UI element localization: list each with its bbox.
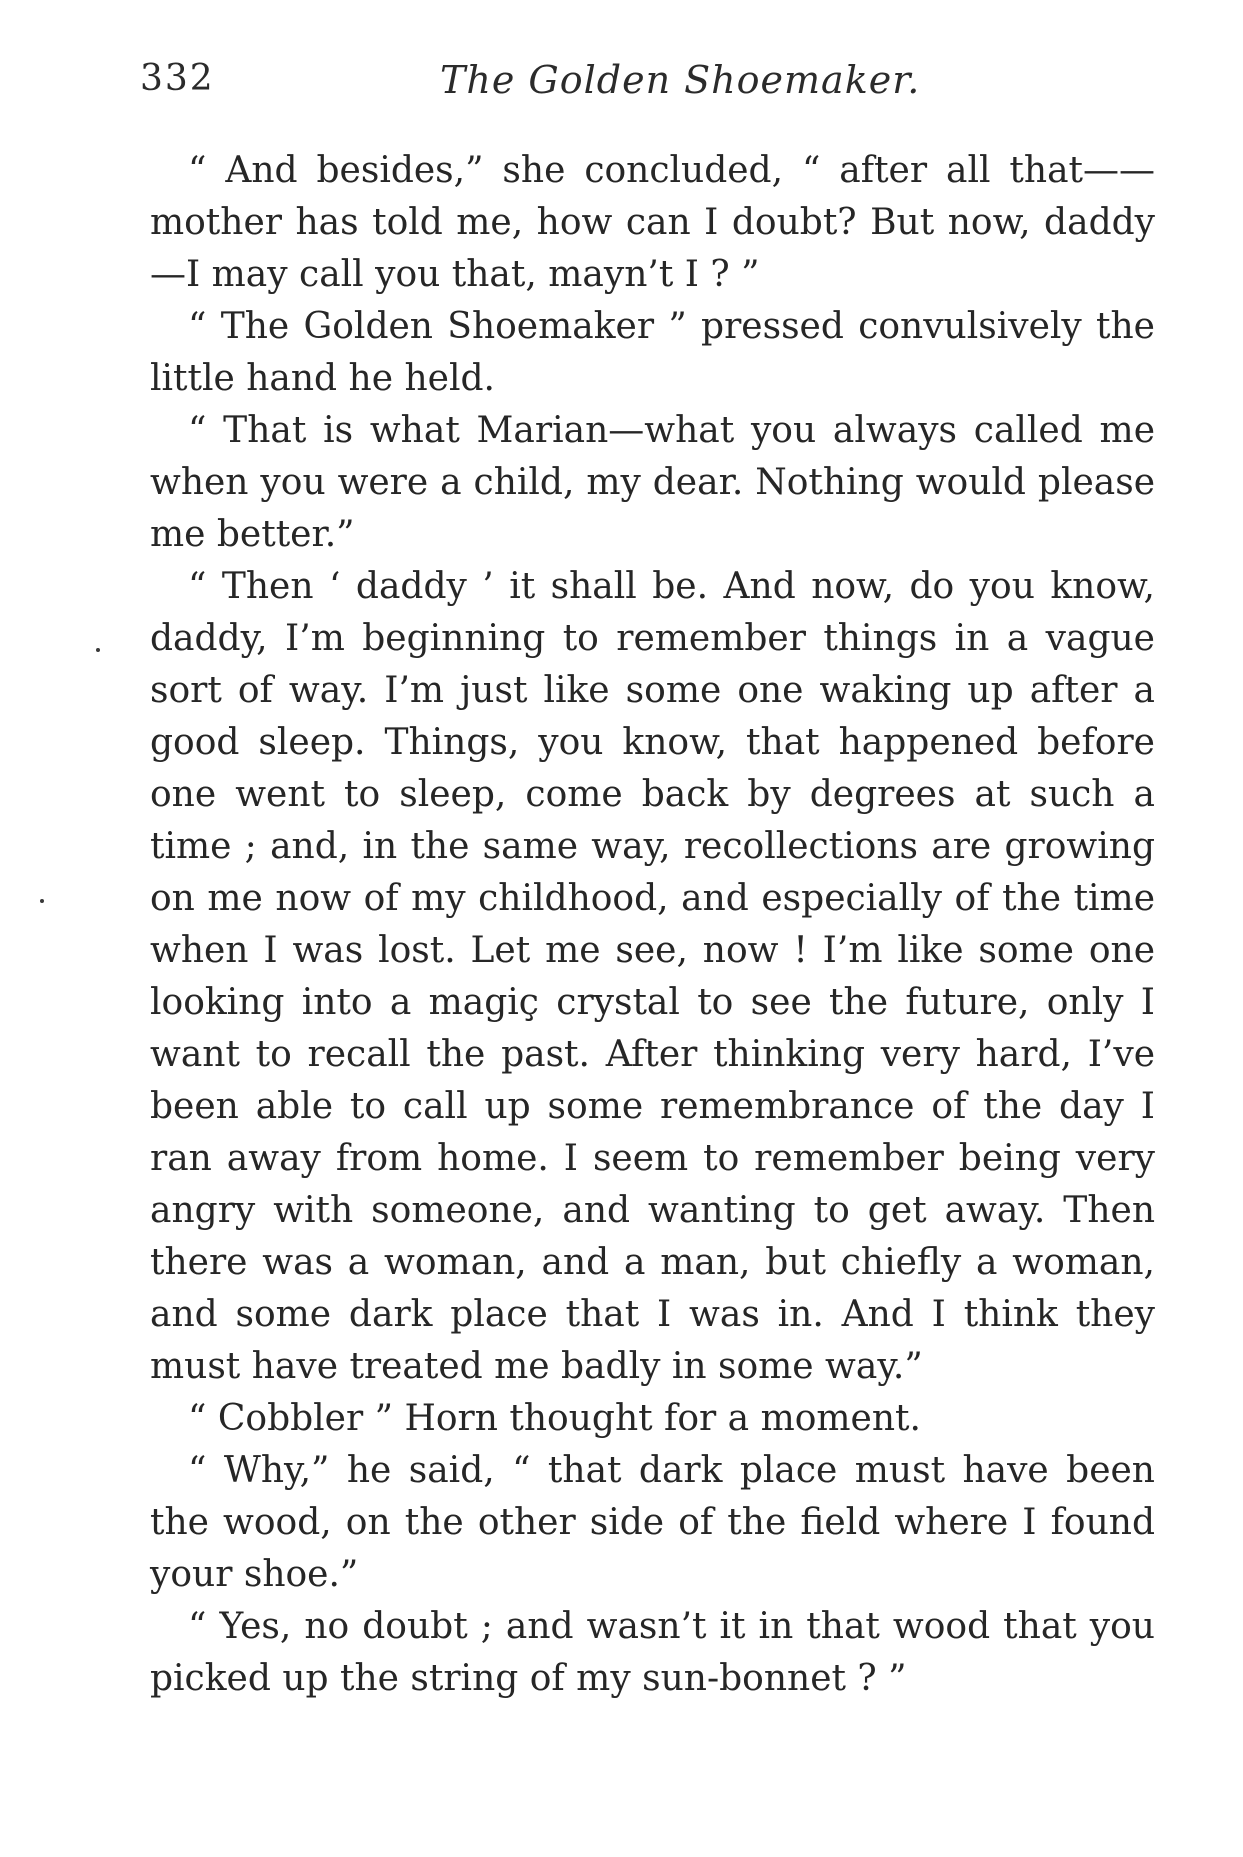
paragraph-6: “ Why,” he said, “ that dark place must have been the wood, on the other side of the field where I found your shoe.” xyxy=(150,1450,1155,1595)
body-text xyxy=(150,145,1155,1705)
paragraph-3: “ That is what Marian—what you always called me when you were a child, my dear. Nothing would please me better.” xyxy=(150,410,1155,555)
paragraph-1: “ And besides,” she concluded, “ after all that—— mother has told me, how can I doubt? But now, daddy—I may call you that, mayn’t I ? ” xyxy=(150,150,1155,295)
paragraph-7: “ Yes, no doubt ; and wasn’t it in that wood that you picked up the string of my sun-bonnet ? ” xyxy=(150,1606,1155,1699)
paragraph-5: “ Cobbler ” Horn thought for a moment. xyxy=(188,1398,921,1439)
ink-speck xyxy=(96,648,100,652)
running-title: The Golden Shoemaker. xyxy=(440,58,921,102)
ink-speck xyxy=(40,899,44,903)
paragraph-2: “ The Golden Shoemaker ” pressed convulsively the little hand he held. xyxy=(150,306,1155,399)
running-head xyxy=(140,58,1150,118)
paragraph-4: “ Then ‘ daddy ’ it shall be. And now, do you know, daddy, I’m beginning to remember things in a vague sort of way. I’m just like some one waking up after a good sleep. Things, you know, that happened before one went to sleep, come back by degrees at such a time ; and, in the same way, recollections are growing on me now of my childhood, and especially of the time when I was lost. Let me see, now ! I’m like some one looking into a magiç crystal to see the future, only I want to recall the past. After thinking very hard, I’ve been able to call up some remembrance of the day I ran away from home. I seem to remember being very angry with someone, and wanting to get away. Then there was a woman, and a man, but chiefly a woman, and some dark place that I was in. And I think they must have treated me badly in some way.” xyxy=(150,566,1155,1387)
page-number: 332 xyxy=(140,58,215,99)
